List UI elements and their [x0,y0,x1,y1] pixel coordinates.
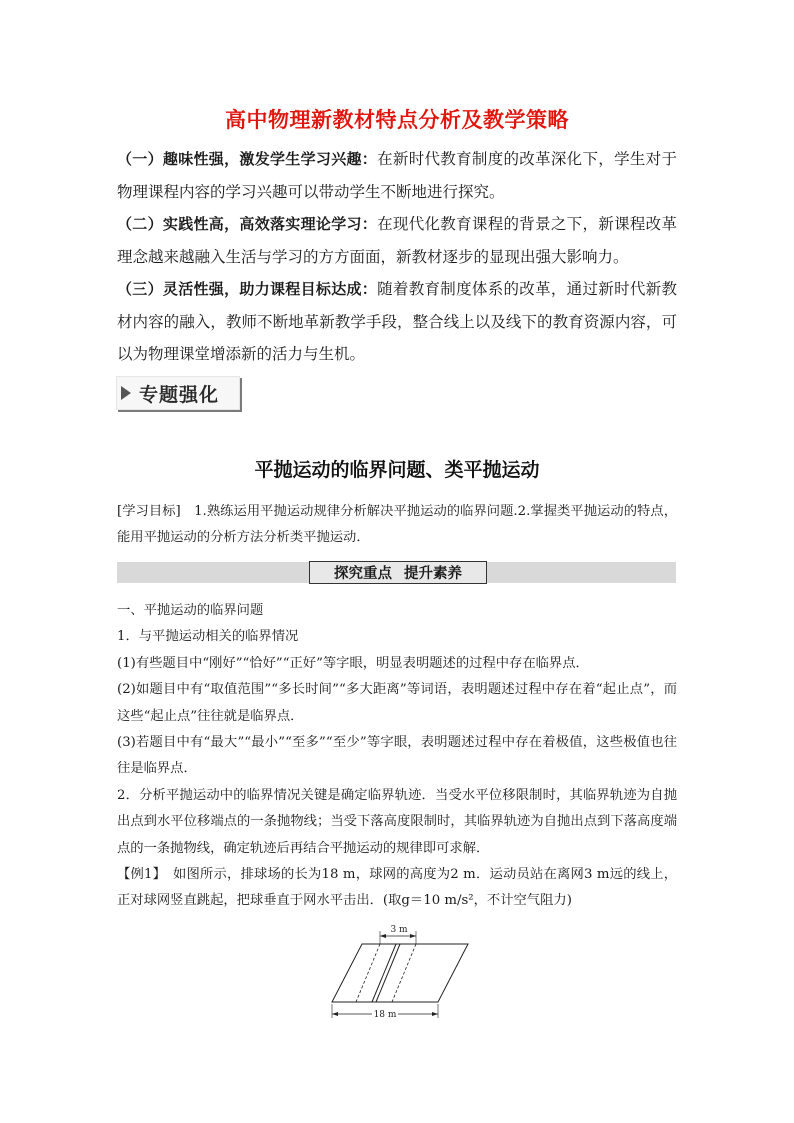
triangle-arrow-icon [121,386,131,400]
topic-banner-label: 专题强化 [139,383,220,406]
intro-item-1-head: （一）趣味性强，激发学生学习兴趣： [117,150,378,168]
bottom-dimension-label: 18 m [373,1010,397,1020]
intro-item-3 [117,273,677,371]
learning-objectives-text: [学习目标] 1.熟练运用平抛运动规律分析解决平抛运动的临界问题.2.掌握类平抛运动的特点，能用平抛运动的分析方法分析类平抛运动． [117,504,677,546]
page-title: 高中物理新教材特点分析及教学策略 [225,108,569,132]
band-label-right: 提升素养 [404,566,462,582]
section-title: 平抛运动的临界问题、类平抛运动 [254,459,540,481]
intro-list [117,143,677,371]
example-1: 【例1】 如图所示，排球场的长为18 m，球网的高度为2 m．运动员站在离网3 m远的线上，正对球网竖直跳起，把球垂直于网水平击出．(取g＝10 m/s²，不计空气阻力) [117,867,677,909]
intro-item-1 [117,143,677,208]
intro-item-2-text: 在现代化教育课程的背景之下，新课程改革理念越来越融入生活与学习的方方面面，新教材逐步的显现出强大影响力。 [117,215,677,266]
intro-item-2-head: （二）实践性高，高效落实理论学习： [117,215,378,233]
court-diagram [320,924,480,1024]
band-label-left: 探究重点 [334,566,392,582]
top-dimension-label: 3 m [390,925,408,935]
paragraph-4: (3)若题目中有“最大”“最小”“至多”“至少”等字眼，表明题述过程中存在着极值，这些极值也往往是临界点． [117,735,677,777]
paragraph-5: 2．分析平抛运动中的临界情况关键是确定临界轨迹．当受水平位移限制时，其临界轨迹为自抛出点到水平位移端点的一条抛物线；当受下落高度限制时，其临界轨迹为自抛出点到下落高度端点的一条抛物线，确定轨迹后再结合平抛运动的规律即可求解． [117,787,677,856]
intro-item-1-text: 在新时代教育制度的改革深化下，学生对于物理课程内容的学习兴趣可以带动学生不断地进行探究。 [117,150,677,201]
intro-item-3-text: 随着教育制度体系的改革，通过新时代新教材内容的融入，教师不断地革新教学手段，整合线上以及线下的教育资源内容，可以为物理课堂增添新的活力与生机。 [117,280,677,363]
intro-item-2 [117,208,677,273]
paragraph-1: 1．与平抛运动相关的临界情况 [117,629,299,645]
topic-banner [116,376,240,410]
paragraph-2: (1)有些题目中“刚好”“恰好”“正好”等字眼，明显表明题述的过程中存在临界点． [117,655,589,671]
heading-1: 一、平抛运动的临界问题 [117,603,264,618]
paragraph-3: (2)如题目中有“取值范围”“多长时间”“多大距离”等词语，表明题述过程中存在着“起止点”，而这些“起止点”往往就是临界点． [117,682,677,724]
learning-objectives [117,499,677,552]
intro-item-3-head: （三）灵活性强，助力课程目标达成： [117,280,378,298]
main-content [117,598,677,915]
section-band-box [309,561,487,584]
